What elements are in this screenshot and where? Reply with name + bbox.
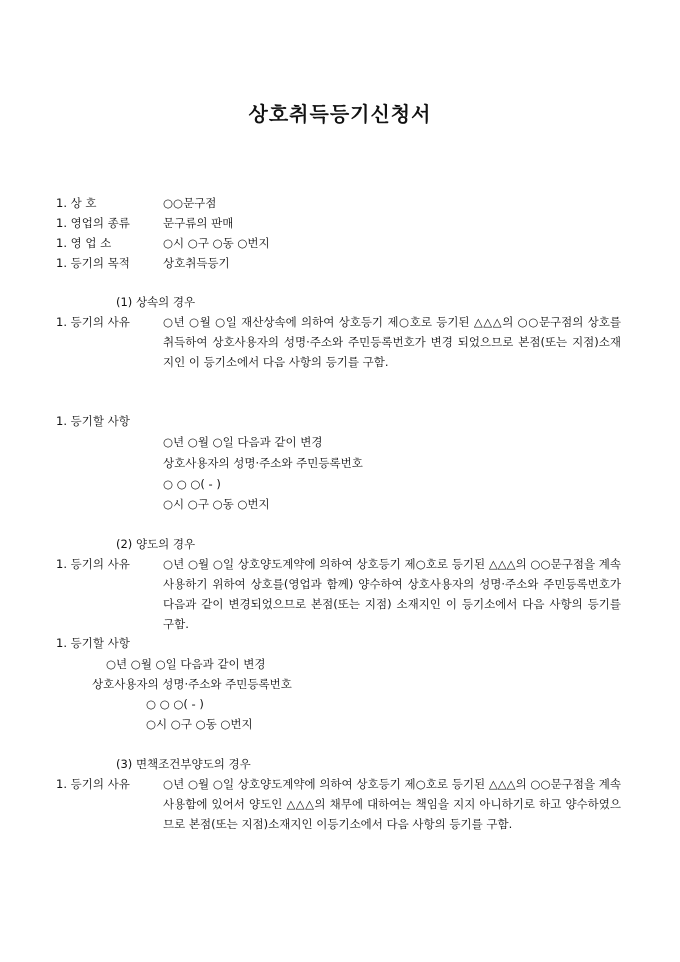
section-3-reason-label: 1. 등기의 사유 (56, 777, 130, 791)
section-2-matters-label: 1. 등기할 사항 (56, 636, 130, 650)
section-1-heading: (1) 상속의 경우 (116, 295, 196, 309)
section-2-heading: (2) 양도의 경우 (116, 537, 196, 551)
section-1-reason-label: 1. 등기의 사유 (56, 315, 130, 329)
document-title: 상호취득등기신청서 (248, 102, 432, 126)
section-1-matters-line-1: ○년 ○월 ○일 다음과 같이 변경 (163, 435, 323, 449)
office-value: ○시 ○구 ○동 ○번지 (163, 236, 270, 250)
business-type-value: 문구류의 판매 (163, 216, 234, 230)
purpose-value: 상호취득등기 (163, 256, 230, 270)
trade-name-value: ○○문구점 (163, 196, 217, 210)
section-1-matters-line-3: ○ ○ ○( - ) (163, 477, 221, 491)
section-2-matters-line-2: 상호사용자의 성명·주소와 주민등록번호 (92, 677, 292, 691)
section-2-matters-line-1: ○년 ○월 ○일 다음과 같이 변경 (106, 657, 266, 671)
section-2-matters-line-3: ○ ○ ○( - ) (146, 697, 204, 711)
section-1-matters-line-2: 상호사용자의 성명·주소와 주민등록번호 (163, 456, 363, 470)
section-2-reason-label: 1. 등기의 사유 (56, 557, 130, 571)
section-2-matters-line-4: ○시 ○구 ○동 ○번지 (146, 717, 253, 731)
business-type-label: 1. 영업의 종류 (56, 216, 130, 230)
section-3-reason-text: ○년 ○월 ○일 상호양도계약에 의하여 상호등기 제○호로 등기된 △△△의 ○○문구점을 계속 사용함에 있어서 양도인 △△△의 채무에 대하여는 책임을 지지 아니하기로 하고 양수하였으므로 본점(또는 지점)소재지인 이등기소에서 다음 사항의 등기를 구함. (163, 777, 621, 831)
office-label: 1. 영 업 소 (56, 236, 112, 250)
section-1-reason-text: ○년 ○월 ○일 재산상속에 의하여 상호등기 제○호로 등기된 △△△의 ○○문구점의 상호를 취득하여 상호사용자의 성명·주소와 주민등록번호가 변경 되었으므로 본점(또는 지점)소재지인 이 등기소에서 다음 사항의 등기를 구함. (163, 315, 621, 369)
section-1-matters-line-4: ○시 ○구 ○동 ○번지 (163, 497, 270, 511)
trade-name-label: 1. 상 호 (56, 196, 97, 210)
section-3-heading: (3) 면책조건부양도의 경우 (116, 757, 251, 771)
section-1-matters-label: 1. 등기할 사항 (56, 414, 130, 428)
section-2-reason-text: ○년 ○월 ○일 상호양도계약에 의하여 상호등기 제○호로 등기된 △△△의 ○○문구점을 계속 사용하기 위하여 상호를(영업과 함께) 양수하여 상호사용자의 성명·주소와 주민등록번호가 다음과 같이 변경되었으므로 본점(또는 지점) 소재지인 이 등기소에서 다음 사항의 등기를 구함. (163, 557, 621, 631)
purpose-label: 1. 등기의 목적 (56, 256, 130, 270)
